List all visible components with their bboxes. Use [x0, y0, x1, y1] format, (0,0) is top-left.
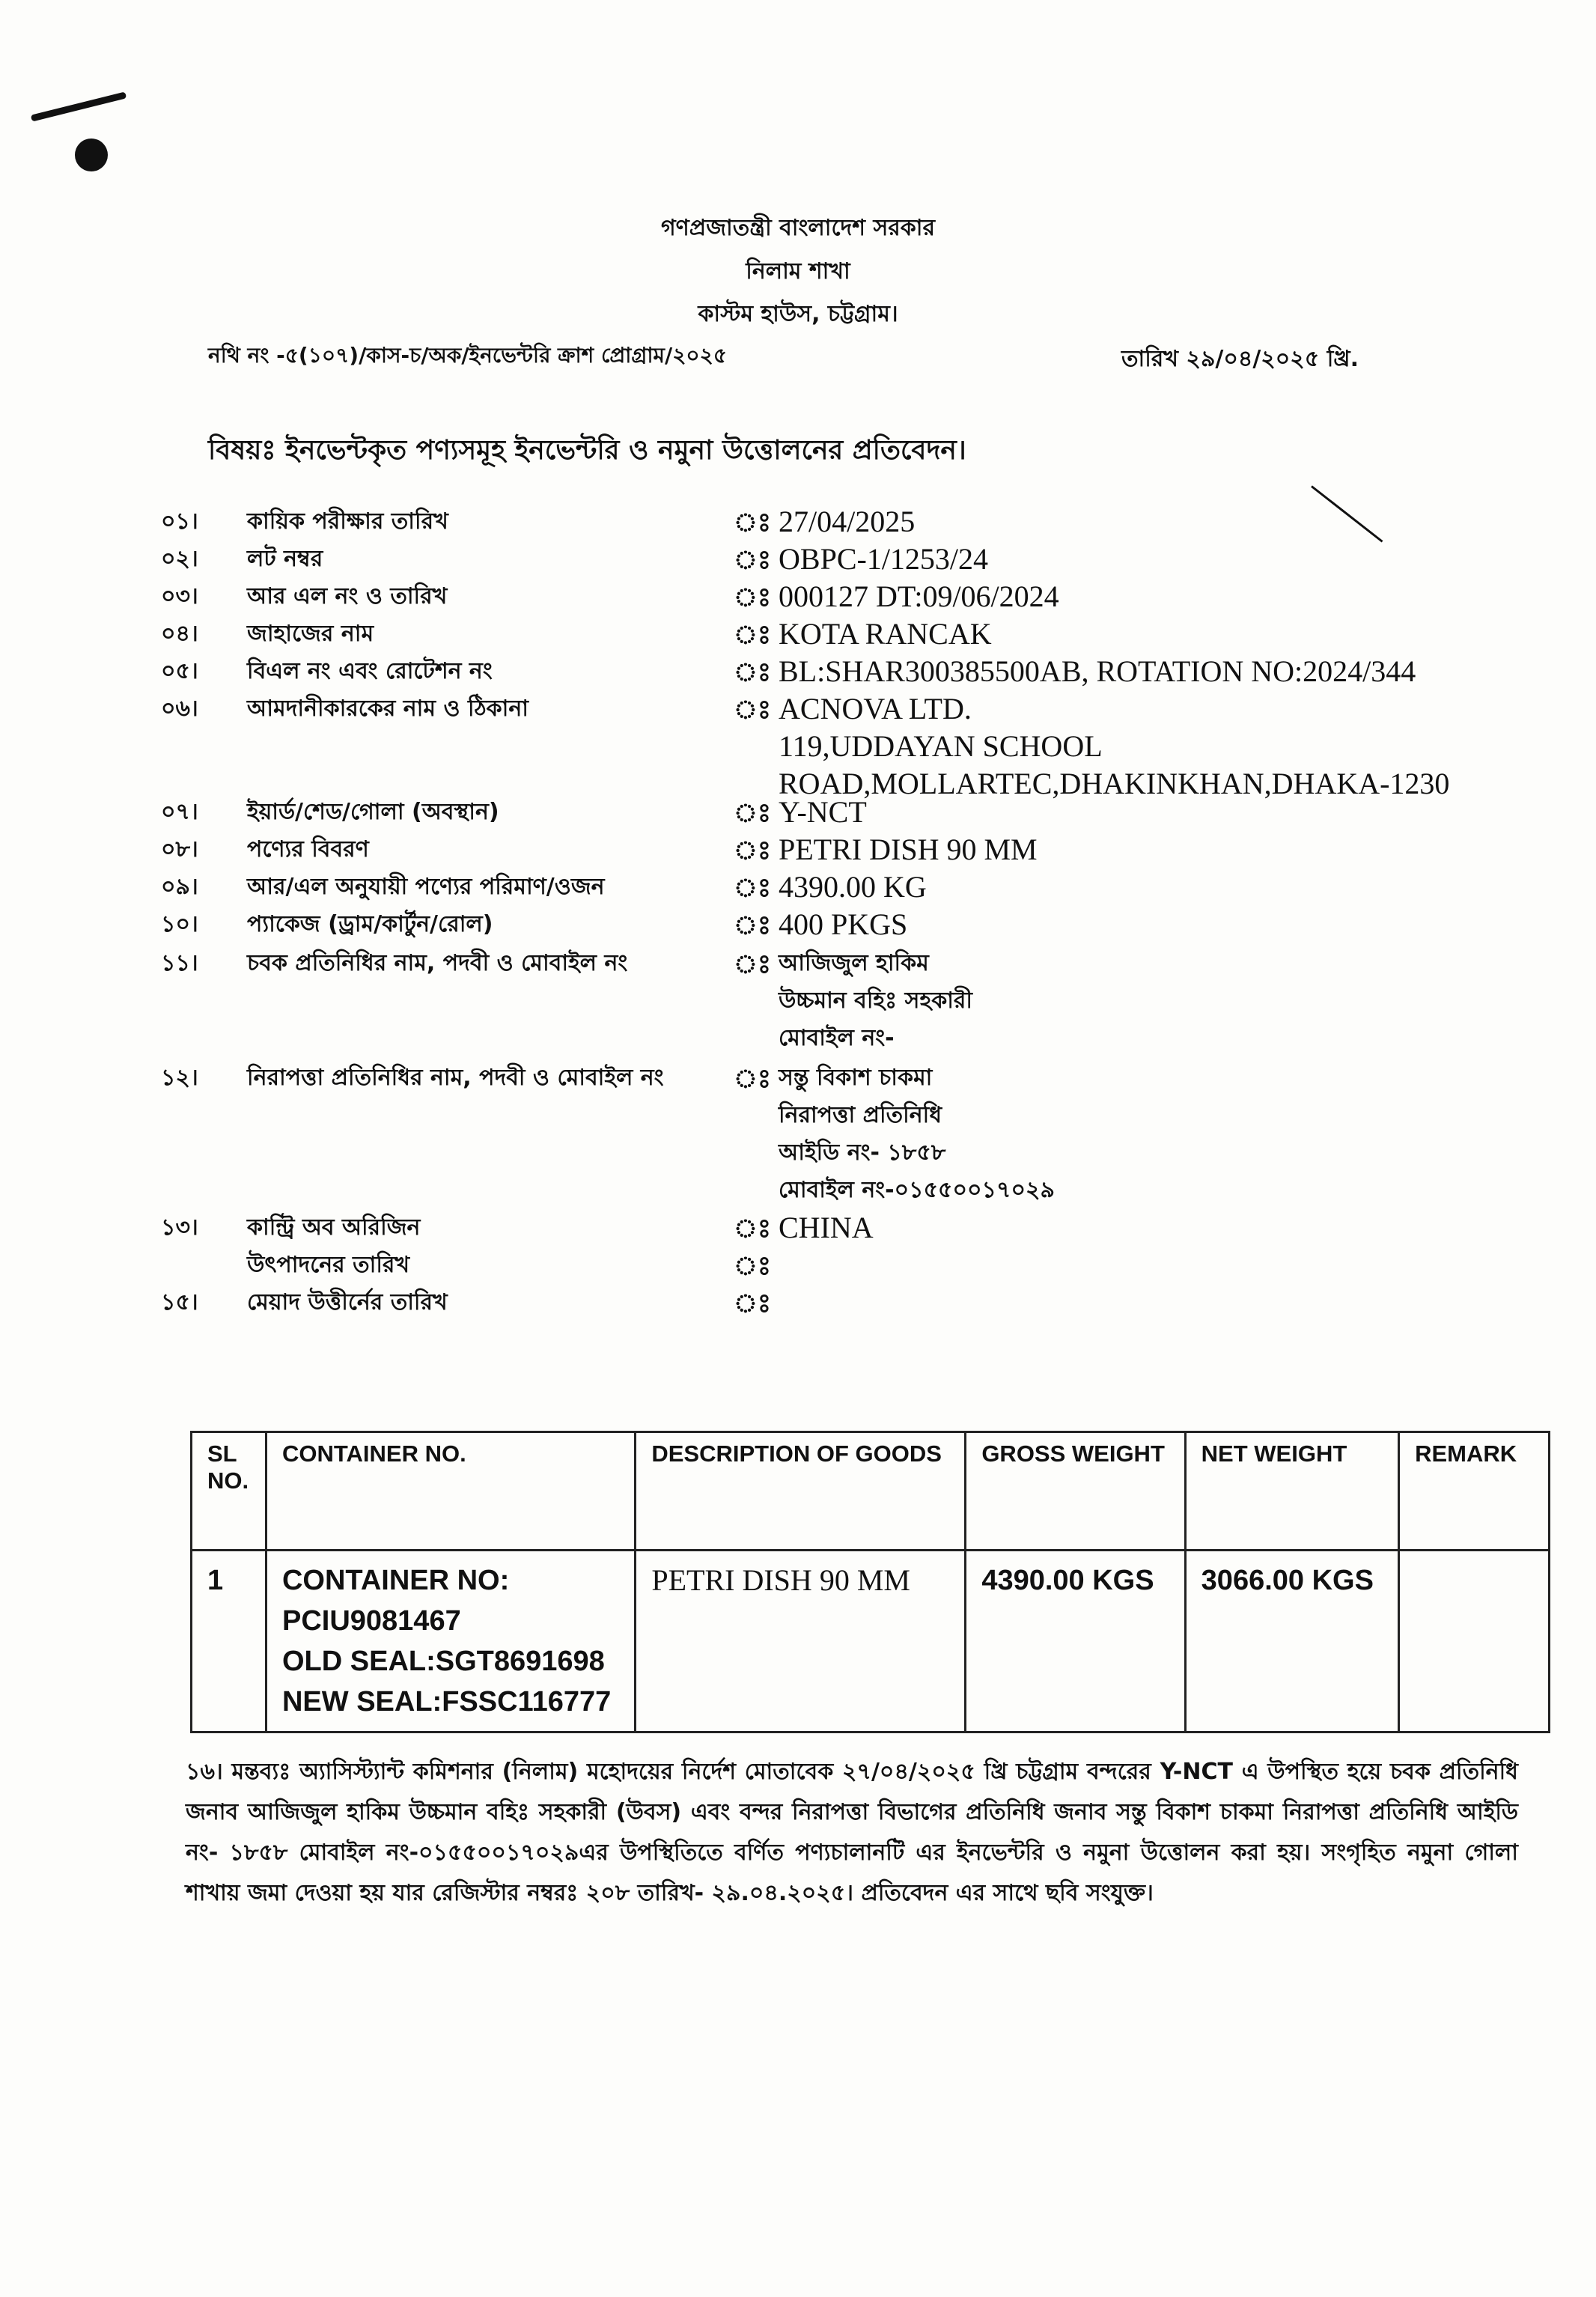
field-colon: ঃ — [734, 836, 771, 865]
field-label: চবক প্রতিনিধির নাম, পদবী ও মোবাইল নং — [247, 950, 628, 976]
field-value-line: 119,UDDAYAN SCHOOL — [779, 729, 1103, 763]
col-header-net-weight: NET WEIGHT — [1185, 1432, 1398, 1551]
field-colon: ঃ — [734, 695, 771, 725]
punch-hole-mark — [75, 139, 108, 171]
header-government: গণপ্রজাতন্ত্রী বাংলাদেশ সরকার — [661, 215, 935, 241]
cell-net-weight: 3066.00 KGS — [1185, 1551, 1398, 1732]
subject-line: বিষয়ঃ ইনভেন্টকৃত পণ্যসমূহ ইনভেন্টরি ও নমুনা উত্তোলনের প্রতিবেদন। — [208, 435, 966, 466]
field-label: আর/এল অনুযায়ী পণ্যের পরিমাণ/ওজন — [247, 874, 605, 900]
field-value-line: সন্তু বিকাশ চাকমা — [779, 1065, 933, 1091]
col-header-remark: REMARK — [1399, 1432, 1550, 1551]
field-label: ইয়ার্ড/শেড/গোলা (অবস্থান) — [247, 799, 499, 825]
col-header-description: DESCRIPTION OF GOODS — [636, 1432, 966, 1551]
field-label: আমদানীকারকের নাম ও ঠিকানা — [247, 696, 529, 722]
field-row — [0, 831, 1596, 867]
field-label: নিরাপত্তা প্রতিনিধির নাম, পদবী ও মোবাইল নং — [247, 1065, 664, 1091]
table-header-row — [192, 1432, 1550, 1551]
field-colon: ঃ — [734, 798, 771, 828]
table-row — [192, 1551, 1550, 1732]
field-value — [779, 868, 927, 906]
file-number: নথি নং -৫(১০৭)/কাস-চ/অক/ইনভেন্টরি ক্রাশ প্রোগ্রাম/২০২৫ — [208, 343, 727, 368]
field-value — [779, 1059, 1055, 1209]
field-label: বিএল নং এবং রোটেশন নং — [247, 658, 493, 684]
field-row — [0, 690, 1596, 800]
field-value — [779, 578, 1059, 615]
field-colon: ঃ — [734, 1214, 771, 1244]
cell-gross-weight: 4390.00 KGS — [966, 1551, 1185, 1732]
field-colon: ঃ — [734, 910, 771, 940]
field-row — [0, 1247, 1596, 1283]
field-number: ০৫। — [161, 658, 198, 684]
field-value-line: OBPC-1/1253/24 — [779, 542, 989, 576]
field-label: কায়িক পরীক্ষার তারিখ — [247, 508, 448, 535]
field-number: ১৩। — [161, 1214, 198, 1241]
field-value-line: 27/04/2025 — [779, 505, 916, 538]
field-colon: ঃ — [734, 1251, 771, 1281]
field-value-line: নিরাপত্তা প্রতিনিধি — [779, 1102, 942, 1128]
field-row — [0, 868, 1596, 904]
field-value-line: PETRI DISH 90 MM — [779, 833, 1038, 866]
field-value-line: আজিজুল হাকিম — [779, 950, 929, 976]
cell-remark — [1399, 1551, 1550, 1732]
field-label: আর এল নং ও তারিখ — [247, 583, 448, 609]
field-number: ১২। — [161, 1065, 198, 1091]
field-value-line: 4390.00 KG — [779, 870, 927, 904]
field-value — [779, 503, 915, 541]
field-value — [779, 794, 867, 831]
field-value-line: BL:SHAR300385500AB, ROTATION NO:2024/344 — [779, 654, 1416, 688]
scan-mark-line — [31, 91, 127, 121]
cell-container — [266, 1551, 635, 1732]
field-value — [779, 615, 992, 653]
field-number: ১৫। — [161, 1289, 198, 1315]
field-row — [0, 1209, 1596, 1245]
field-label: মেয়াদ উত্তীর্নের তারিখ — [247, 1289, 448, 1315]
field-value-line: মোবাইল নং- — [779, 1025, 895, 1051]
field-colon: ঃ — [734, 657, 771, 687]
field-number: ০৯। — [161, 874, 198, 900]
field-value-line: 000127 DT:09/06/2024 — [779, 579, 1059, 613]
field-colon: ঃ — [734, 949, 771, 979]
field-label: প্যাকেজ (ড্রাম/কার্টুন/রোল) — [247, 911, 493, 937]
field-row — [0, 1284, 1596, 1320]
goods-table — [190, 1431, 1550, 1733]
field-label: কান্ট্রি অব অরিজিন — [247, 1214, 421, 1241]
field-value — [779, 541, 988, 578]
field-value — [779, 1209, 874, 1247]
field-value — [779, 690, 1449, 803]
field-colon: ঃ — [734, 582, 771, 612]
field-value-line: ACNOVA LTD. — [779, 692, 972, 725]
field-row — [0, 578, 1596, 614]
field-number: ০৬। — [161, 696, 198, 722]
field-row — [0, 503, 1596, 539]
col-header-gross-weight: GROSS WEIGHT — [966, 1432, 1185, 1551]
field-value-line: CHINA — [779, 1211, 874, 1244]
field-value-line: 400 PKGS — [779, 907, 908, 941]
container-line: NEW SEAL:FSSC116777 — [281, 1686, 612, 1718]
field-colon: ঃ — [734, 508, 771, 538]
field-row — [0, 945, 1596, 1051]
header-section: নিলাম শাখা — [746, 258, 850, 285]
field-number: ১০। — [161, 911, 198, 937]
field-row — [0, 653, 1596, 689]
cell-description: PETRI DISH 90 MM — [636, 1551, 966, 1732]
field-value — [779, 831, 1038, 868]
col-header-sl: SL NO. — [192, 1432, 266, 1551]
field-number: ০২। — [161, 546, 198, 572]
container-line: OLD SEAL:SGT8691698 — [281, 1646, 605, 1677]
field-row — [0, 541, 1596, 576]
field-value-line: ROAD,MOLLARTEC,DHAKINKHAN,DHAKA-1230 — [779, 767, 1450, 800]
field-label: জাহাজের নাম — [247, 621, 374, 647]
field-number: ০৪। — [161, 621, 198, 647]
field-label: উৎপাদনের তারিখ — [247, 1252, 410, 1278]
header-office: কাস্টম হাউস, চট্টগ্রাম। — [698, 301, 898, 327]
col-header-container: CONTAINER NO. — [266, 1432, 635, 1551]
cell-sl: 1 — [192, 1551, 266, 1732]
field-colon: ঃ — [734, 620, 771, 650]
field-row — [0, 1059, 1596, 1203]
field-row — [0, 615, 1596, 651]
container-line: PCIU9081467 — [281, 1605, 461, 1637]
remark-paragraph: ১৬। মন্তব্যঃ অ্যাসিস্ট্যান্ট কমিশনার (নিলাম) মহোদয়ের নির্দেশ মোতাবেক ২৭/০৪/২০২৫ খ্রি চট্টগ্রাম বন্দরের Y-NCT এ উপস্থিত হয়ে চবক প্রতিনিধি জনাব আজিজুল হাকিম উচ্চমান বহিঃ সহকারী (উবস) এবং বন্দর নিরাপত্তা বিভাগের প্রতিনিধি জনাব সন্তু বিকাশ চাকমা নিরাপত্তা প্রতিনিধি আইডি নং- ১৮৫৮ মোবাইল নং-০১৫৫০০১৭০২৯এর উপস্থিতিতে বর্ণিত পণ্যচালানটি এর ইনভেন্টরি ও নমুনা উত্তোলন করা হয়। সংগৃহিত নমুনা গোলা শাখায় জমা দেওয়া হয় যার রেজিস্টার নম্বরঃ ২০৮ তারিখ- ২৯.০৪.২০২৫। প্রতিবেদন এর সাথে ছবি সংযুক্ত। — [186, 1759, 1518, 1906]
container-line: CONTAINER NO: — [281, 1565, 510, 1596]
field-row — [0, 906, 1596, 942]
field-label: লট নম্বর — [247, 546, 323, 572]
field-number: ০১। — [161, 508, 198, 535]
field-number: ১১। — [161, 950, 198, 976]
field-value — [779, 945, 972, 1057]
field-number: ০৭। — [161, 799, 198, 825]
field-number: ০৩। — [161, 583, 198, 609]
field-colon: ঃ — [734, 873, 771, 903]
field-colon: ঃ — [734, 545, 771, 575]
field-value-line: আইডি নং- ১৮৫৮ — [779, 1140, 946, 1166]
field-value — [779, 906, 907, 943]
field-colon: ঃ — [734, 1289, 771, 1318]
field-value — [779, 653, 1416, 690]
field-number: ০৮। — [161, 836, 198, 862]
field-row — [0, 794, 1596, 830]
field-colon: ঃ — [734, 1064, 771, 1094]
field-value-line: উচ্চমান বহিঃ সহকারী — [779, 988, 972, 1014]
document-date: তারিখ ২৯/০৪/২০২৫ খ্রি. — [1121, 346, 1359, 372]
field-value-line: মোবাইল নং-০১৫৫০০১৭০২৯ — [779, 1177, 1055, 1203]
field-value-line: KOTA RANCAK — [779, 617, 992, 651]
field-value-line: Y-NCT — [779, 795, 867, 829]
field-label: পণ্যের বিবরণ — [247, 836, 369, 862]
